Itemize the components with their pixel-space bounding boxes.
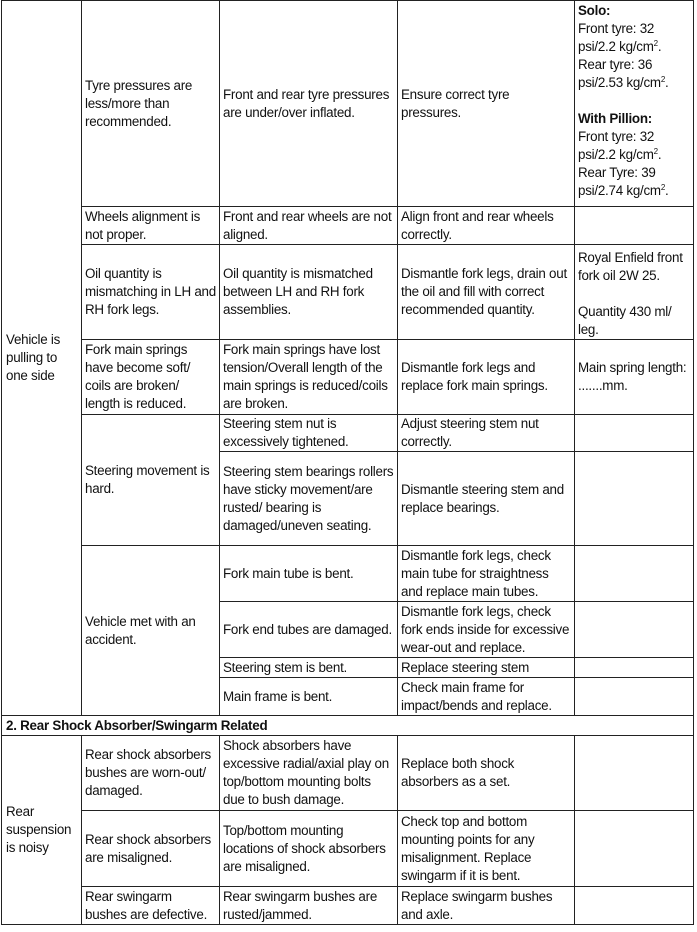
remedy-cell [398, 1, 575, 207]
remedy-cell [398, 736, 575, 811]
solo-heading: Solo: [578, 3, 611, 18]
cause-cell [82, 546, 220, 716]
superscript: 2 [660, 183, 666, 192]
spec-cell [575, 658, 694, 678]
remedy-cell [398, 415, 575, 452]
pillion-rear-line-2: psi/2.74 $kg/cm^2$. [578, 183, 669, 198]
cause-cell [82, 245, 220, 340]
symptom-text: Rear suspension is noisy [6, 804, 72, 855]
oil-quantity-spec: Quantity 430 ml/ leg. [578, 304, 672, 337]
cause-text: Steering movement is hard. [85, 463, 210, 496]
cause-text: Rear swingarm bushes are defective. [85, 888, 208, 922]
table-row [2, 546, 694, 602]
cause-text: Rear shock absorbers are misaligned. [85, 831, 211, 865]
symptom-cell [2, 1, 82, 716]
cause-text: Wheels alignment is not proper. [85, 208, 201, 242]
pillion-rear-value: psi/2.74 kg/cm [578, 183, 661, 198]
table-row [2, 340, 694, 415]
cause-cell [82, 887, 220, 925]
spec-cell [575, 1, 694, 207]
table-row [2, 736, 694, 811]
cause-text: Rear shock absorbers bushes are worn-out/ damaged. [85, 747, 211, 798]
remedy-text: Dismantle steering stem and replace bearings. [401, 481, 564, 515]
finding-cell [220, 415, 398, 452]
finding-cell [220, 811, 398, 887]
finding-text: Fork main tube is bent. [223, 565, 354, 581]
finding-text: Steering stem nut is excessively tightened. [223, 416, 349, 449]
remedy-cell [398, 546, 575, 602]
remedy-text: Align front and rear wheels correctly. [401, 208, 554, 242]
remedy-text: Check top and bottom mounting points for any misalignment. Replace swingarm if it is bent. [401, 813, 535, 883]
spec-cell [575, 678, 694, 716]
finding-text: Oil quantity is mismatched between LH and RH fork assemblies. [223, 266, 373, 317]
spec-cell [575, 602, 694, 658]
finding-text: Rear swingarm bushes are rusted/jammed. [223, 888, 378, 922]
superscript: 2 [653, 147, 658, 156]
remedy-text: Dismantle fork legs and replace fork main springs. [401, 360, 548, 393]
finding-cell [220, 736, 398, 811]
spec-cell [575, 207, 694, 245]
finding-cell [220, 602, 398, 658]
table-row [2, 207, 694, 245]
spec-cell [575, 736, 694, 811]
cause-cell [82, 415, 220, 546]
section-heading-row [2, 716, 694, 736]
finding-cell [220, 452, 398, 546]
fork-oil-spec: Royal Enfield front fork oil 2W 25. [578, 250, 683, 283]
remedy-text: Dismantle fork legs, drain out the oil and fill with correct recommended quantity. [401, 266, 567, 317]
section-heading: 2. Rear Shock Absorber/Swingarm Related [2, 716, 694, 736]
remedy-cell [398, 811, 575, 887]
remedy-text: Check main frame for impact/bends and replace. [401, 679, 552, 713]
solo-front-line-1: Front tyre: 32 [578, 21, 655, 36]
table-row [2, 811, 694, 887]
remedy-cell [398, 245, 575, 340]
pillion-heading: With Pillion: [578, 111, 652, 126]
spec-cell [575, 245, 694, 340]
spring-length-spec: Main spring length: .......mm. [578, 360, 687, 393]
finding-cell [220, 245, 398, 340]
finding-cell [220, 678, 398, 716]
symptom-text: Vehicle is pulling to one side [6, 332, 61, 383]
finding-text: Shock absorbers have excessive radial/axial play on top/bottom mounting bolts due to bush damage. [223, 738, 389, 807]
remedy-text: Replace steering stem [401, 659, 529, 675]
finding-cell [220, 340, 398, 415]
spec-cell [575, 811, 694, 887]
table-row [2, 1, 694, 207]
cause-cell [82, 736, 220, 811]
remedy-text: Replace both shock absorbers as a set. [401, 756, 515, 789]
finding-text: Fork main springs have lost tension/Overall length of the main springs is reduced/coils are broken. [223, 342, 388, 411]
cause-cell [82, 207, 220, 245]
cause-cell [82, 340, 220, 415]
remedy-cell [398, 658, 575, 678]
finding-cell [220, 207, 398, 245]
finding-text: Front and rear wheels are not aligned. [223, 208, 392, 242]
cause-text: Fork main springs have become soft/ coils are broken/ length is reduced. [85, 342, 191, 411]
superscript: 2 [653, 39, 658, 48]
cause-text: Oil quantity is mismatching in LH and RH fork legs. [85, 266, 216, 317]
table-row [2, 415, 694, 452]
cause-text: Tyre pressures are less/more than recommended. [85, 77, 193, 129]
solo-front-value: psi/2.2 kg/cm [578, 39, 654, 54]
solo-rear-value: psi/2.53 kg/cm [578, 75, 661, 90]
remedy-cell [398, 602, 575, 658]
spec-cell [575, 340, 694, 415]
remedy-text: Ensure correct tyre pressures. [401, 86, 510, 120]
troubleshooting-table [1, 0, 694, 925]
pillion-rear-line-1: Rear Tyre: 39 [578, 165, 656, 180]
finding-text: Front and rear tyre pressures are under/over inflated. [223, 86, 390, 120]
cause-text: Vehicle met with an accident. [85, 613, 196, 647]
finding-text: Top/bottom mounting locations of shock absorbers are misaligned. [223, 822, 386, 874]
remedy-cell [398, 678, 575, 716]
pillion-front-line-2: psi/2.2 $kg/cm^2$. [578, 147, 662, 162]
spacer [578, 92, 690, 110]
spec-cell [575, 887, 694, 925]
spacer [578, 285, 690, 303]
table-row [2, 245, 694, 340]
finding-cell [220, 658, 398, 678]
symptom-cell [2, 736, 82, 925]
pillion-front-value: psi/2.2 kg/cm [578, 147, 654, 162]
solo-rear-line-2: psi/2.53 $kg/cm^2$. [578, 75, 669, 90]
remedy-cell [398, 340, 575, 415]
remedy-text: Replace swingarm bushes and axle. [401, 888, 553, 922]
finding-text: Steering stem bearings rollers have sticky movement/are rusted/ bearing is damaged/uneven seating. [223, 463, 394, 533]
spec-cell [575, 415, 694, 452]
remedy-text: Adjust steering stem nut correctly. [401, 416, 539, 449]
cause-cell [82, 811, 220, 887]
solo-front-line-2: psi/2.2 $kg/cm^2$. [578, 39, 662, 54]
superscript: 2 [660, 75, 666, 84]
remedy-cell [398, 207, 575, 245]
remedy-cell [398, 887, 575, 925]
spec-cell [575, 452, 694, 546]
finding-text: Fork end tubes are damaged. [223, 621, 392, 637]
finding-cell [220, 887, 398, 925]
finding-cell [220, 1, 398, 207]
solo-rear-line-1: Rear tyre: 36 [578, 57, 653, 72]
finding-text: Steering stem is bent. [223, 659, 348, 675]
remedy-cell [398, 452, 575, 546]
remedy-text: Dismantle fork legs, check fork ends inside for excessive wear-out and replace. [401, 603, 570, 655]
spec-cell [575, 546, 694, 602]
finding-cell [220, 546, 398, 602]
finding-text: Main frame is bent. [223, 688, 333, 704]
cause-cell [82, 1, 220, 207]
pillion-front-line-1: Front tyre: 32 [578, 129, 655, 144]
table-row [2, 887, 694, 925]
remedy-text: Dismantle fork legs, check main tube for straightness and replace main tubes. [401, 547, 551, 599]
